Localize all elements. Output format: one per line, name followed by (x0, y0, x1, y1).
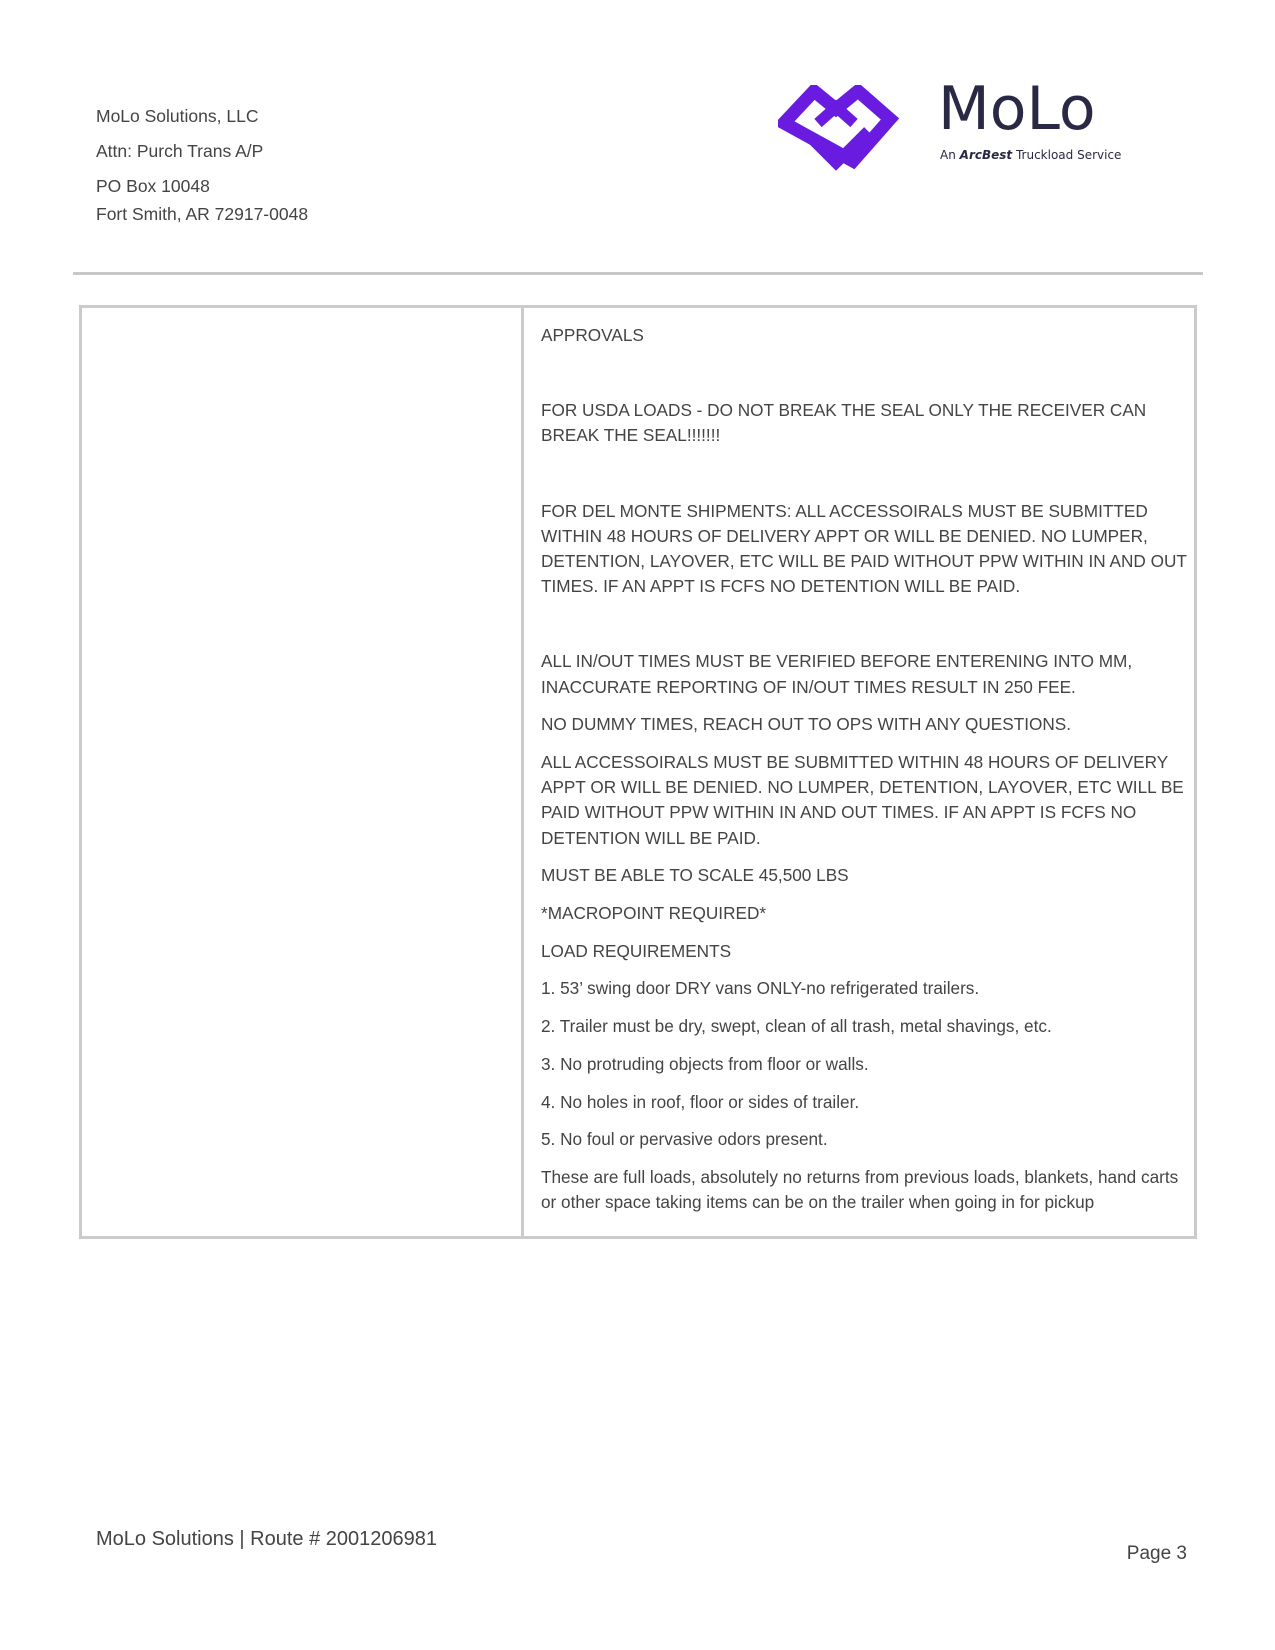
logo-tagline (940, 148, 1121, 162)
logo-tagline-prefix: An (940, 148, 956, 162)
note-macropoint: *MACROPOINT REQUIRED* (541, 903, 767, 924)
table-right-cell (524, 308, 1194, 1236)
note-usda: FOR USDA LOADS - DO NOT BREAK THE SEAL ONLY THE RECEIVER CAN BREAK THE SEAL!!!!!!! (541, 400, 1147, 446)
note-req-3: 3. No protruding objects from floor or walls. (541, 1053, 869, 1074)
address-city: Fort Smith, AR 72917-0048 (96, 204, 309, 224)
note-req-5: 5. No foul or pervasive odors present. (541, 1129, 828, 1150)
note-full-loads: These are full loads, absolutely no returns from previous loads, blankets, hand carts or other space taking items can be on the trailer when going in for pickup (541, 1166, 1179, 1213)
header-divider (73, 272, 1203, 275)
note-accessorials: ALL ACCESSOIRALS MUST BE SUBMITTED WITHIN 48 HOURS OF DELIVERY APPT OR WILL BE DENIED. NO LUMPER, DETENTION, LAYOVER, ETC WILL BE PAID WITHOUT PPW WITHIN IN AND OUT TIMES. IF AN APPT IS FCFS NO DETENTION WILL BE PAID. (541, 752, 1184, 848)
note-del-monte: FOR DEL MONTE SHIPMENTS: ALL ACCESSOIRALS MUST BE SUBMITTED WITHIN 48 HOURS OF DELIVERY APPT OR WILL BE DENIED. NO LUMPER, DETENTION, LAYOVER, ETC WILL BE PAID WITHOUT PPW WITHIN IN AND OUT TIMES. IF AN APPT IS FCFS NO DETENTION WILL BE PAID. (541, 500, 1187, 597)
address-attn: Attn: Purch Trans A/P (96, 141, 264, 161)
logo-tagline-brand: ArcBest (959, 148, 1013, 162)
molo-chevron-logo-icon (778, 85, 928, 180)
footer-page-number: Page 3 (1126, 1543, 1187, 1564)
address-company: MoLo Solutions, LLC (96, 106, 259, 126)
table-left-cell (82, 308, 524, 1236)
logo-tagline-suffix: Truckload Service (1015, 148, 1122, 162)
note-req-4: 4. No holes in roof, floor or sides of trailer. (541, 1091, 860, 1112)
footer-route: MoLo Solutions | Route # 2001206981 (96, 1528, 438, 1550)
address-po-box: PO Box 10048 (96, 176, 210, 196)
molo-logo (778, 74, 1148, 180)
logo-wordmark: MoLo (938, 74, 1096, 144)
note-dummy-times: NO DUMMY TIMES, REACH OUT TO OPS WITH ANY QUESTIONS. (541, 714, 1072, 735)
instructions-table (79, 305, 1197, 1239)
notes-list (541, 323, 1191, 1215)
note-req-1: 1. 53’ swing door DRY vans ONLY-no refrigerated trailers. (541, 978, 980, 999)
note-scale: MUST BE ABLE TO SCALE 45,500 LBS (541, 865, 849, 886)
note-in-out-times: ALL IN/OUT TIMES MUST BE VERIFIED BEFORE ENTERENING INTO MM, INACCURATE REPORTING OF IN/OUT TIMES RESULT IN 250 FEE. (541, 651, 1133, 697)
note-approvals: APPROVALS (541, 325, 644, 345)
note-load-requirements: LOAD REQUIREMENTS (541, 940, 732, 961)
note-req-2: 2. Trailer must be dry, swept, clean of all trash, metal shavings, etc. (541, 1016, 1052, 1037)
